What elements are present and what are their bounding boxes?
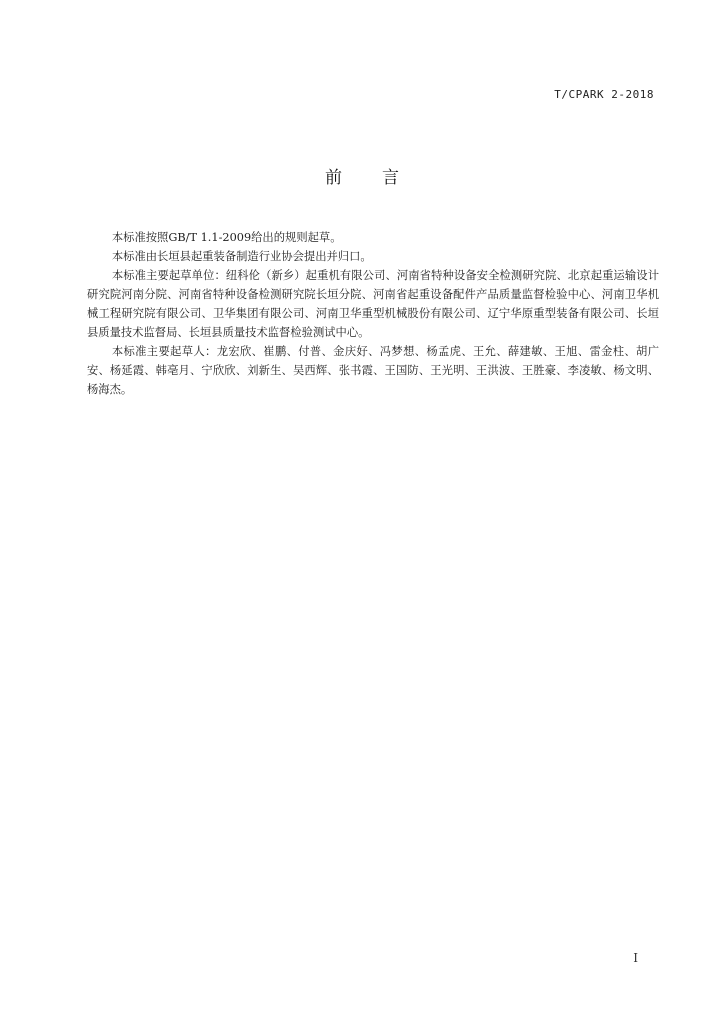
body-text: [87, 228, 659, 399]
paragraph-drafters: 本标准主要起草人：龙宏欣、崔鹏、付普、金庆好、冯梦想、杨孟虎、王允、薛建敏、王旭、雷金柱、胡广安、杨延霞、韩亳月、宁欣欣、刘新生、吴西辉、张书霞、王国防、王光明、王洪波、王胜豪、李凌敏、杨文明、杨海杰。: [87, 345, 659, 396]
paragraph-drafting-units: 本标准主要起草单位：纽科伦（新乡）起重机有限公司、河南省特种设备安全检测研究院、北京起重运输设计研究院河南分院、河南省特种设备检测研究院长垣分院、河南省起重设备配件产品质量监督检验中心、河南卫华机械工程研究院有限公司、卫华集团有限公司、河南卫华重型机械股份有限公司、辽宁华原重型装备有限公司、长垣县质量技术监督局、长垣县质量技术监督检验测试中心。: [87, 269, 659, 339]
paragraph-drafting-rules: 本标准按照GB/T 1.1-2009给出的规则起草。: [111, 231, 342, 244]
page-title: 前言: [325, 168, 439, 188]
paragraph-proposer: 本标准由长垣县起重装备制造行业协会提出并归口。: [111, 250, 372, 263]
page-number: I: [633, 951, 638, 965]
document-code: T/CPARK 2-2018: [554, 88, 654, 101]
